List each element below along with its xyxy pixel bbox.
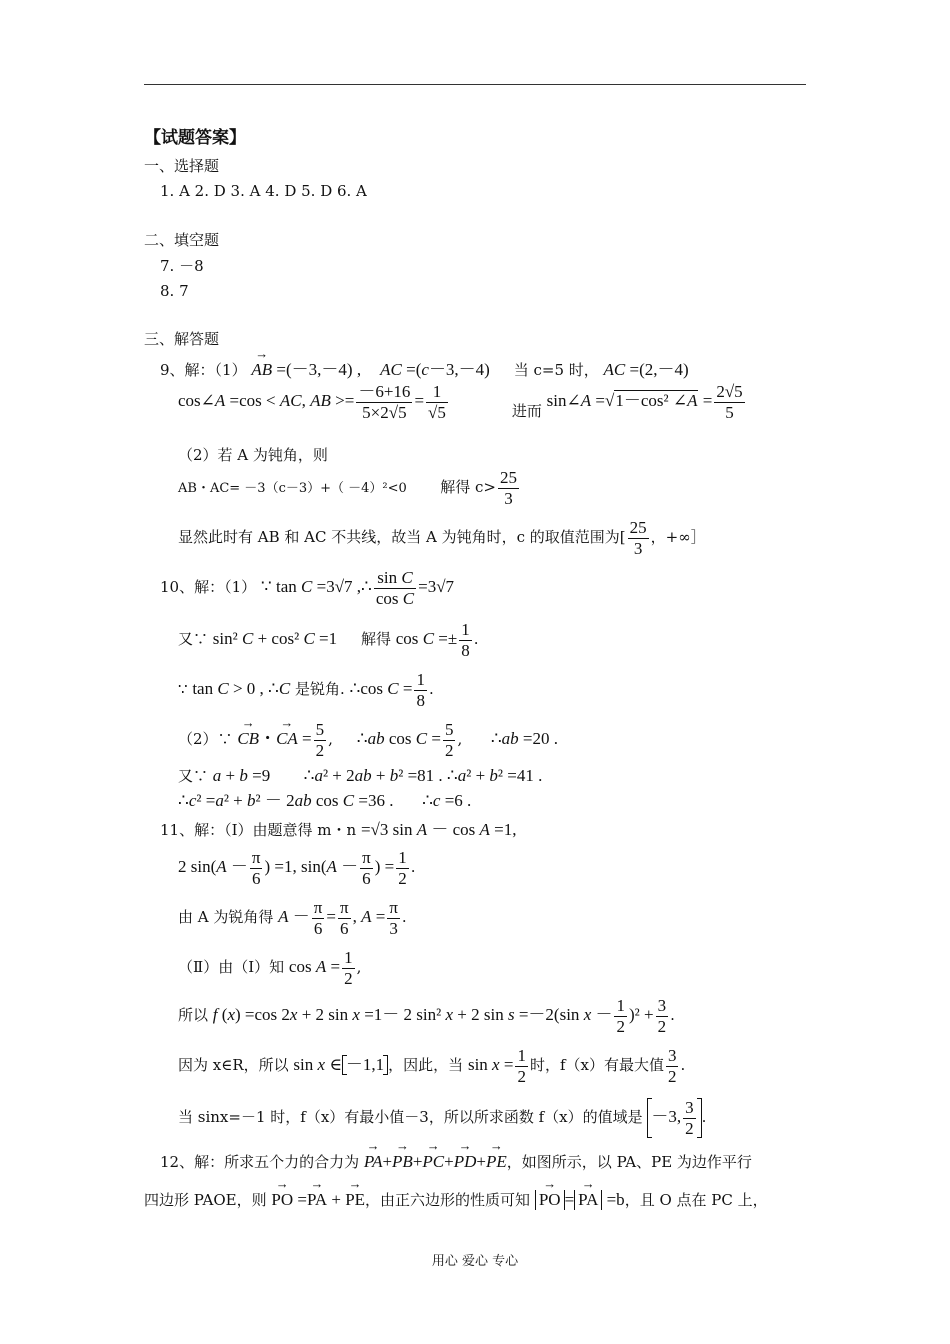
- q11-line1: [160, 820, 517, 840]
- q10-part2: （2）∵: [178, 730, 233, 749]
- q11-sin-half: sin x =: [467, 1055, 514, 1075]
- footer: 用心 爱心 专心: [431, 1254, 519, 1269]
- q9-cos-formula: cos∠A =cos < AC, AB >=: [178, 391, 355, 411]
- q10-square: ∴a² + 2ab + b² =81 . ∴a² + b² =41 .: [303, 766, 543, 785]
- q10-solve: 解得: [360, 630, 391, 649]
- q12-line2-c: ，且 O 点在 PC 上，: [624, 1191, 768, 1209]
- q9-bound-fraction: $\frac{25}{3}$: [499, 468, 517, 508]
- q11-max: 时，f（x）有最大值: [529, 1056, 664, 1075]
- q10-dot-product: → CB・→ CA =: [237, 729, 311, 748]
- q11-sin-half-fraction: $\frac{1}{2}$: [517, 1046, 526, 1086]
- q9-cos-result: $\frac{1}{√5}$: [428, 382, 446, 422]
- q9-sin-formula: sin∠A =√1－cos² ∠A =: [546, 391, 713, 411]
- q9-conclusion-end: ，+∞］: [650, 528, 706, 547]
- q11-eq: 2 sin(A －: [178, 857, 248, 877]
- section-solve-title: 三、解答题: [144, 330, 220, 348]
- q11-max-fraction: $\frac{3}{2}$: [667, 1046, 677, 1086]
- answers-heading: 【试题答案】: [144, 128, 246, 148]
- choice-answers: 1. A 2. D 3. A 4. D 5. D 6. A: [160, 182, 367, 200]
- q11-part2: （Ⅱ）由（Ⅰ）知: [178, 958, 285, 977]
- q11-pi6-d: $\frac{\pi}{6}$: [339, 898, 349, 938]
- q12-line1: [160, 1152, 752, 1172]
- q11-dot: =√3 sin A － cos A =1,: [360, 820, 517, 839]
- q11-end: .: [701, 1107, 707, 1126]
- q11-acute: 由 A 为锐角得: [178, 908, 274, 927]
- q10-sincos-fraction: $\frac{\text{sin C}}{\text{cos C}}$: [375, 568, 415, 608]
- q10-cos-pm-fraction: $\frac{1}{8}$: [461, 620, 470, 660]
- q11-line6: 因为 x∈R，所以 sin x ∈ －1,1 ，因此，当 sin x = $\frac{1}{2}$ 时，f（x）有最大值 $\frac{3}{2}$ .: [178, 1046, 686, 1086]
- q10-cos-value: ∴cos C =: [349, 679, 413, 699]
- q10-abcos: ∴ab cos C =: [356, 729, 441, 749]
- q9-conclusion-line: [178, 518, 706, 558]
- q9-line2: cos∠A =cos < AC, AB >= $\frac{-6+16}{5\times 2√5}$ = $\frac{1}{√5}$ 进而 sin∠A =√1－cos² ∠A = $\frac{2√5}{5}$: [178, 382, 743, 422]
- q10-line3: ∵ tan C > 0 , ∴C 是锐角. ∴cos C = $\frac{1}{8}$ .: [178, 670, 434, 710]
- q9-line1: [160, 360, 689, 380]
- q11-line7: [178, 1098, 706, 1138]
- q9-when: 当 c=5 时，: [513, 361, 599, 379]
- q11-pi3: $\frac{\pi}{3}$: [389, 898, 398, 938]
- q10-line2: 又∵ sin² C + cos² C =1 解得 cos C =± $\frac{1}{8}$ .: [178, 620, 479, 660]
- top-rule: [144, 84, 806, 85]
- q12-line2: [144, 1190, 768, 1210]
- q10-abcos-fraction: $\frac{5}{2}$: [444, 720, 454, 760]
- q10-cos-pm: cos C =±: [395, 629, 458, 649]
- q12-line1-b: ，如图所示，以 PA、PE 为边作平行: [506, 1153, 752, 1171]
- q10-acute: 是锐角.: [294, 680, 345, 699]
- q12-vector-sum: → PA+→ PB+→ PC+→ PD+→ PE: [364, 1152, 507, 1171]
- q11-A: A －: [278, 907, 310, 927]
- q12-abs-eq: → PO =→ PA =b: [535, 1190, 625, 1209]
- q9-label: 9、解：（1）: [160, 361, 247, 379]
- q9-range-fraction: $\frac{25}{3}$: [629, 518, 647, 558]
- q9-part2: （2）若 A 为钝角，则: [178, 446, 328, 464]
- q11-when-min: 当 sinx=－1 时，f（x）有最小值－3，所以所求函数 f（x）的值域是: [178, 1107, 643, 1126]
- q12-line2-a: 四边形 PAOE，则: [144, 1191, 267, 1209]
- q10-identity: sin² C + cos² C =1: [212, 629, 338, 649]
- q9-ab-vector: → AB =(－3,－4) ,: [251, 360, 361, 379]
- q11-pi6-c: $\frac{\pi}{6}$: [313, 898, 323, 938]
- q11-cosA-fraction: $\frac{1}{2}$: [344, 948, 353, 988]
- fill-answer-8: 8. 7: [160, 282, 189, 300]
- q11-thus: ，因此，当: [388, 1056, 464, 1075]
- q9-ac-value: AC =(2,－4): [603, 360, 689, 379]
- q11-so: 所以: [178, 1006, 209, 1025]
- q10-label: 10、解：（1）: [160, 578, 257, 597]
- q11-half: $\frac{1}{2}$: [398, 848, 407, 888]
- q9-sin-result: $\frac{2√5}{5}$: [716, 382, 743, 422]
- q10-line6: [178, 791, 471, 811]
- q11-sin-range: sin x ∈ －1,1: [293, 1055, 388, 1074]
- q11-range-fraction: $\frac{3}{2}$: [685, 1098, 694, 1138]
- q10-line1: 10、解：（1） ∵ tan C =3√7 ,∴ $\frac{\text{sin C}}{\text{cos C}}$ =3√7: [160, 568, 455, 608]
- q9-line-ineq: [178, 468, 521, 508]
- q10-c: ∴c =6 .: [422, 791, 472, 810]
- q9-ac-vector: AC =(c－3,－4): [380, 360, 490, 379]
- q9-ineq: AB・AC= －3（c－3）+（ －4）²<0: [178, 481, 407, 497]
- q11-cosA: cos A =: [288, 957, 341, 977]
- q11-pi6-a: $\frac{\pi}{6}$: [251, 848, 261, 888]
- q9-then: 进而: [511, 402, 542, 421]
- q10-tan: ∵ tan C =3√7 ,∴: [260, 577, 372, 597]
- q11-line5: 所以 f (x) =cos 2x + 2 sin x =1－ 2 sin² x + 2 sin s =－2(sin x － $\frac{1}{2}$ )² + $\frac{3}{2}$ .: [178, 996, 675, 1036]
- q12-line1-a: 12、解：所求五个力的合力为: [160, 1153, 360, 1171]
- q11-line2: 2 sin(A － $\frac{\pi}{6}$ ) =1, sin(A － $\frac{\pi}{6}$ ) = $\frac{1}{2}$ .: [178, 848, 416, 888]
- q11-fx-32: $\frac{3}{2}$: [657, 996, 667, 1036]
- q10-law-cosines: ∴c² =a² + b² － 2ab cos C =36 .: [178, 791, 394, 810]
- q10-ab: ∴ab =20 .: [490, 729, 558, 749]
- q11-label: 11、解：（Ⅰ）由题意得 m・n: [160, 821, 357, 839]
- q12-line2-b: ，由正六边形的性质可知: [365, 1191, 531, 1209]
- q9-solve: 解得 c>: [440, 478, 496, 497]
- q11-fx-half: $\frac{1}{2}$: [616, 996, 625, 1036]
- q9-cos-fraction: $\frac{-6+16}{5\times 2√5}$: [358, 382, 411, 422]
- q11-pi6-b: $\frac{\pi}{6}$: [362, 848, 371, 888]
- q10-tan-positive: tan C > 0 , ∴C: [192, 679, 291, 699]
- q10-line5: [178, 766, 542, 786]
- q11-range: －3, $\frac{3}{2}$: [647, 1098, 701, 1138]
- q10-sum: a + b =9: [212, 766, 271, 785]
- q11-line4: （Ⅱ）由（Ⅰ）知 cos A = $\frac{1}{2}$ ,: [178, 948, 362, 988]
- q11-fx: f (x) =cos 2x + 2 sin x =1－ 2 sin² x + 2 sin s =－2(sin x －: [212, 1005, 613, 1025]
- q11-because: 因为 x∈R，所以: [178, 1056, 289, 1075]
- q12-po-eq: → PO =→ PA + → PE: [271, 1190, 365, 1209]
- fill-answer-7: 7. －8: [160, 257, 204, 275]
- section-fill-title: 二、填空题: [144, 231, 220, 249]
- q10-also: 又∵: [178, 630, 209, 649]
- q10-dot-fraction: $\frac{5}{2}$: [315, 720, 325, 760]
- q11-line3: 由 A 为锐角得 A － $\frac{\pi}{6}$ = $\frac{\pi}{6}$ , A = $\frac{\pi}{3}$ .: [178, 898, 407, 938]
- q10-because: ∵: [178, 680, 188, 699]
- q10-cos-fraction: $\frac{1}{8}$: [416, 670, 425, 710]
- q10-line4: （2）∵ → CB・→ CA = $\frac{5}{2}$ , ∴ab cos C = $\frac{5}{2}$ , ∴ab =20 .: [178, 720, 558, 760]
- q10-also2: 又∵: [178, 767, 209, 785]
- section-choice-title: 一、选择题: [144, 157, 220, 175]
- q9-conclusion: 显然此时有 AB 和 AC 不共线，故当 A 为钝角时，c 的取值范围为[: [178, 528, 626, 547]
